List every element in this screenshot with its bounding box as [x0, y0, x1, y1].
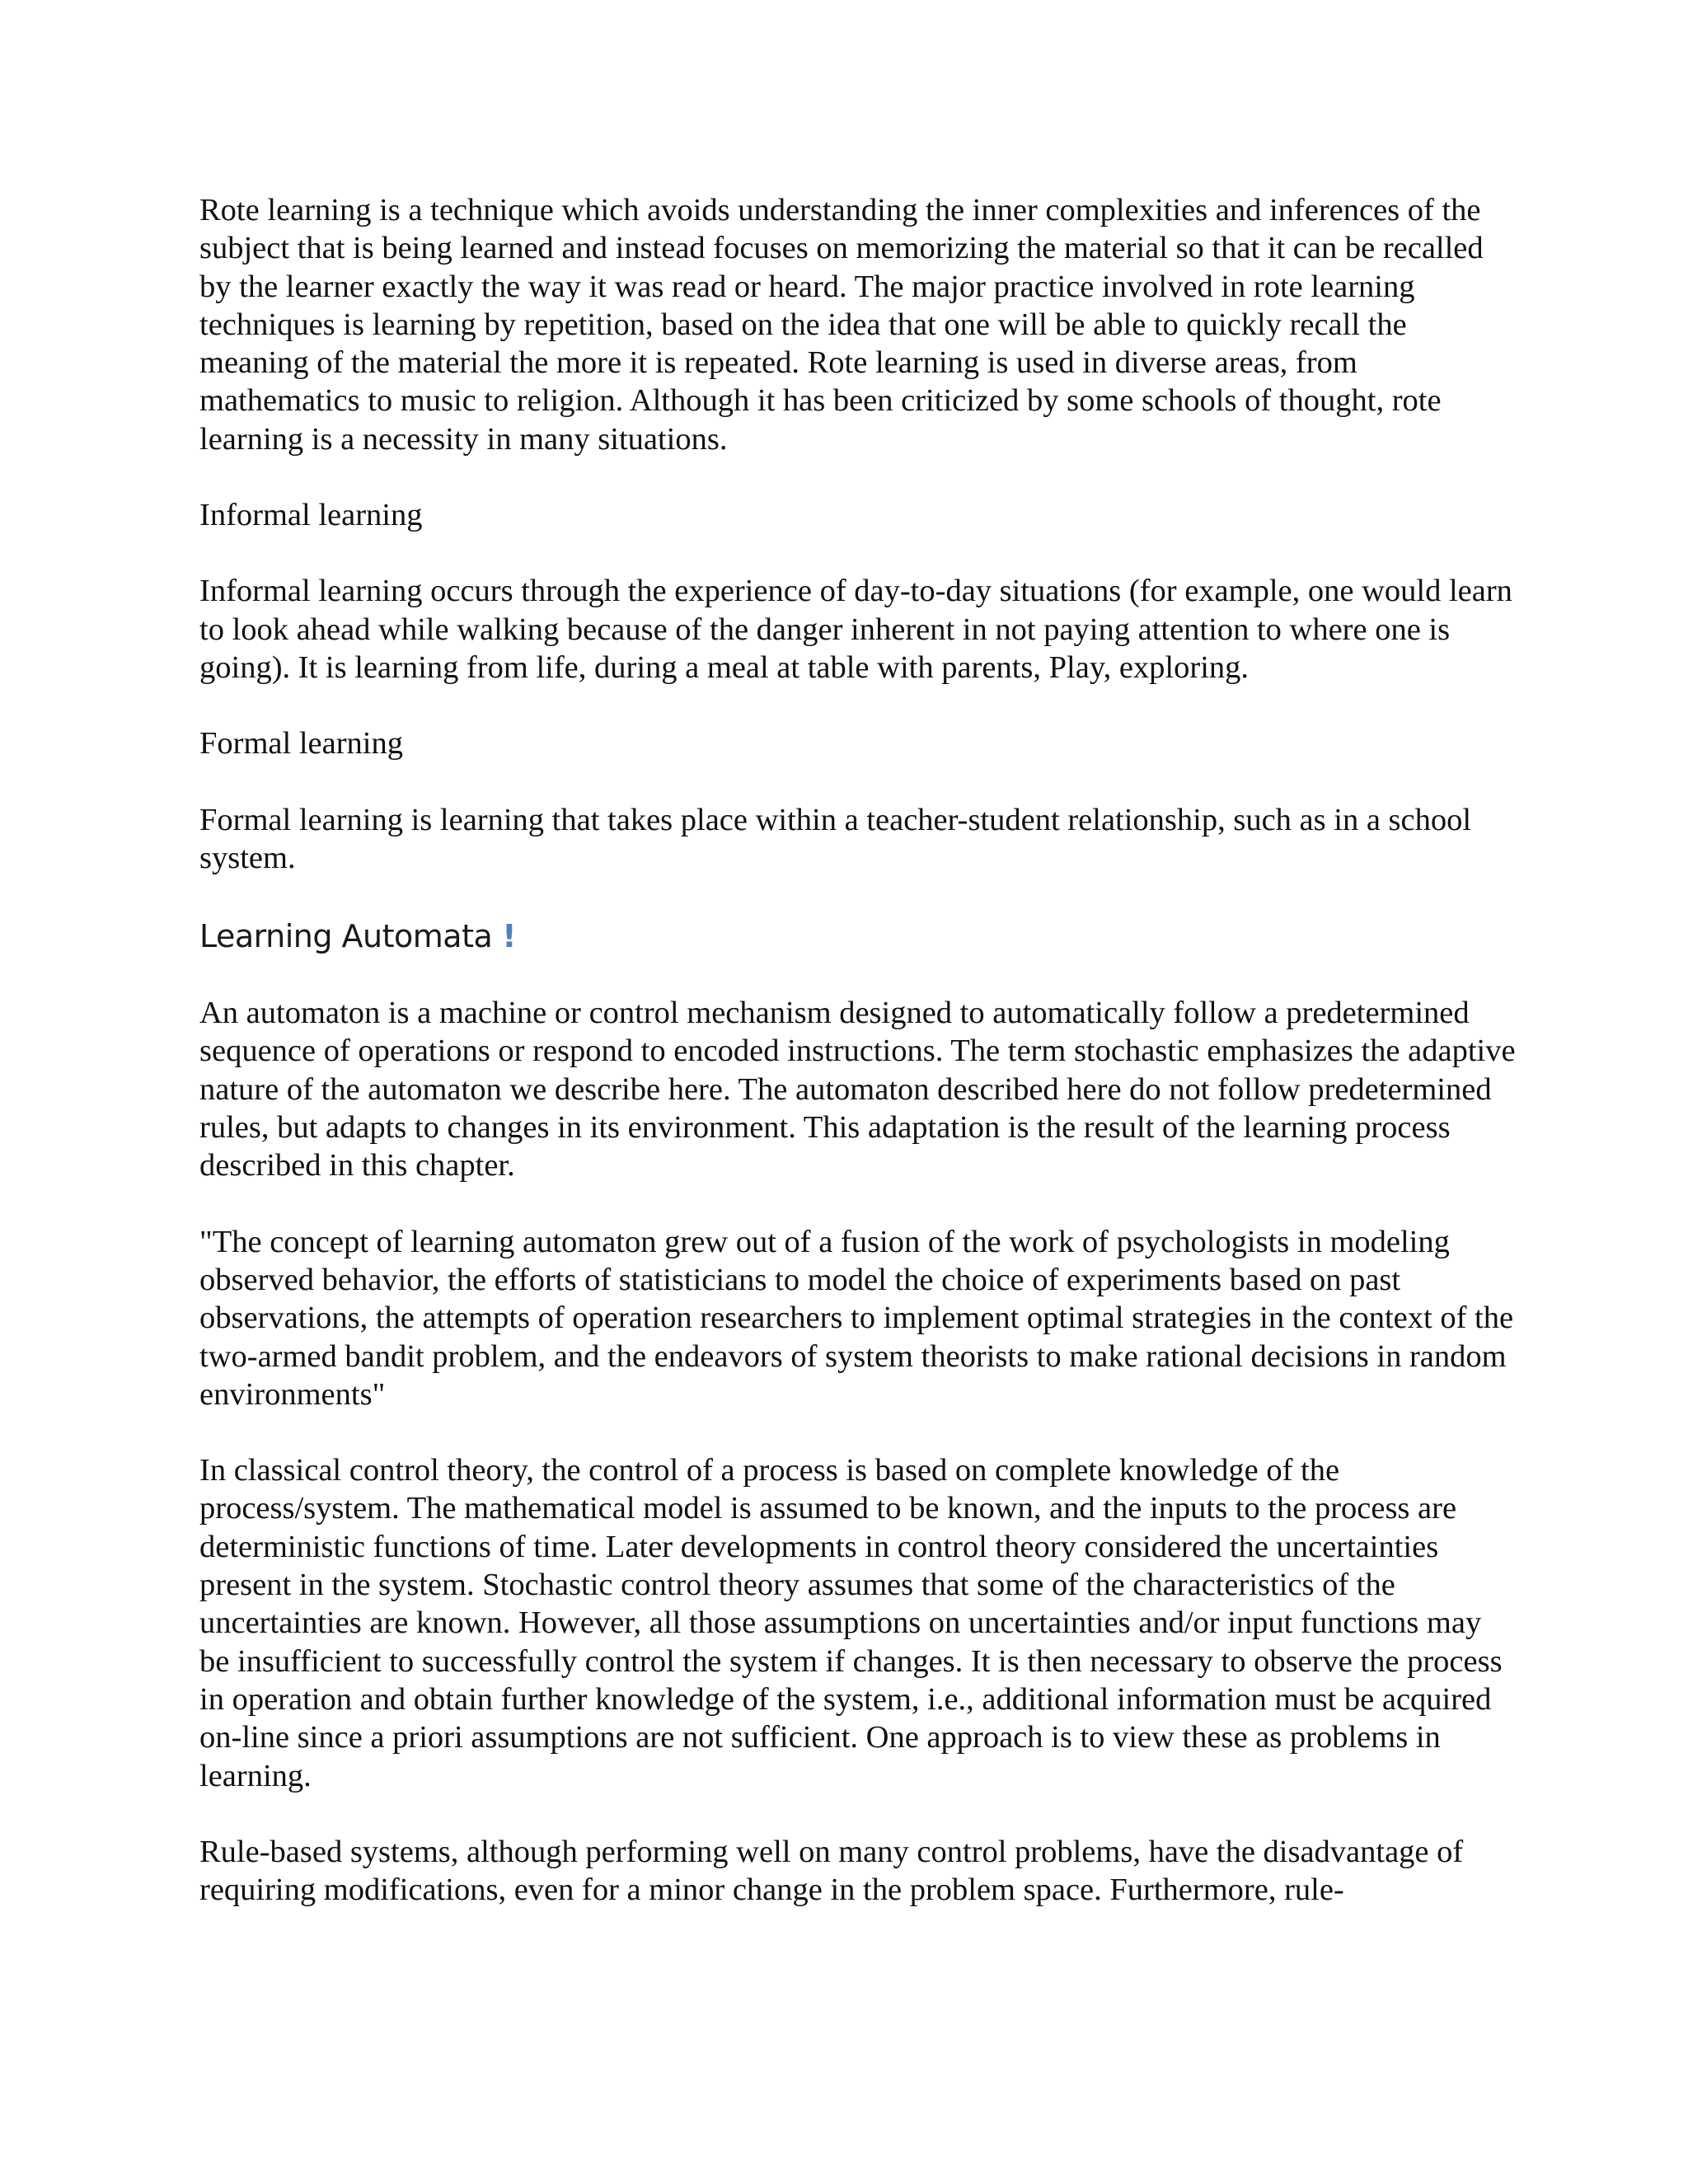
paragraph-control-theory: In classical control theory, the control of a process is based on complete knowledge of the process/system. The mathematical model is assumed to be known, and the inputs to the process are deterministic functions of time. Later developments in control theory considered the uncertainties present in the system. Stochastic control theory assumes that some of the characteristics of the uncertainties are known. However, all those assumptions on uncertainties and/or input functions may be insufficient to successfully control the system if changes. It is then necessary to observe the process in operation and obtain further knowledge of the system, i.e., additional information must be acquired on-line since a priori assumptions are not sufficient. One approach is to view these as problems in learning.: [199, 1453, 1503, 1793]
paragraph-rule-based-systems: Rule-based systems, although performing well on many control problems, have the disadvantage of requiring modifications, even for a minor change in the problem space. Furthermore, rule-: [199, 1834, 1464, 1908]
exclamation-mark-icon: !: [502, 918, 517, 955]
paragraph-rote-learning: Rote learning is a technique which avoids understanding the inner complexities and inferences of the subject that is being learned and instead focuses on memorizing the material so that it can be recalled by the learner exactly the way it was read or heard. The major practice involved in rote learning techniques is learning by repetition, based on the idea that one will be able to quickly recall the meaning of the material the more it is repeated. Rote learning is used in diverse areas, from mathematics to music to religion. Although it has been criticized by some schools of thought, rote learning is a necessity in many situations.: [199, 193, 1484, 457]
paragraph-informal-learning: Informal learning occurs through the experience of day-to-day situations (for example, one would learn to look ahead while walking because of the danger inherent in not paying attention to where one is going). It is learning from life, during a meal at table with parents, Play, exploring.: [199, 574, 1512, 685]
paragraph-quote: "The concept of learning automaton grew out of a fusion of the work of psychologists in modeling observed behavior, the efforts of statisticians to model the choice of experiments based on past observations, the attempts of operation researchers to implement optimal strategies in the context of the two-armed bandit problem, and the endeavors of system theorists to make rational decisions in random environments": [199, 1224, 1514, 1412]
document-body: [199, 191, 1518, 1909]
paragraph-automaton-definition: An automaton is a machine or control mechanism designed to automatically follow a predetermined sequence of operations or respond to encoded instructions. The term stochastic emphasizes the adaptive nature of the automaton we describe here. The automaton described here do not follow predetermined rules, but adapts to changes in its environment. This adaptation is the result of the learning process described in this chapter.: [199, 996, 1516, 1183]
paragraph-formal-learning: Formal learning is learning that takes place within a teacher-student relationship, such as in a school system.: [199, 802, 1472, 875]
formal-learning-subheading: Formal learning: [199, 726, 403, 762]
section-heading-learning-automata: [199, 915, 1518, 958]
section-heading-text: Learning Automata: [199, 918, 493, 955]
informal-learning-subheading: Informal learning: [199, 498, 423, 533]
